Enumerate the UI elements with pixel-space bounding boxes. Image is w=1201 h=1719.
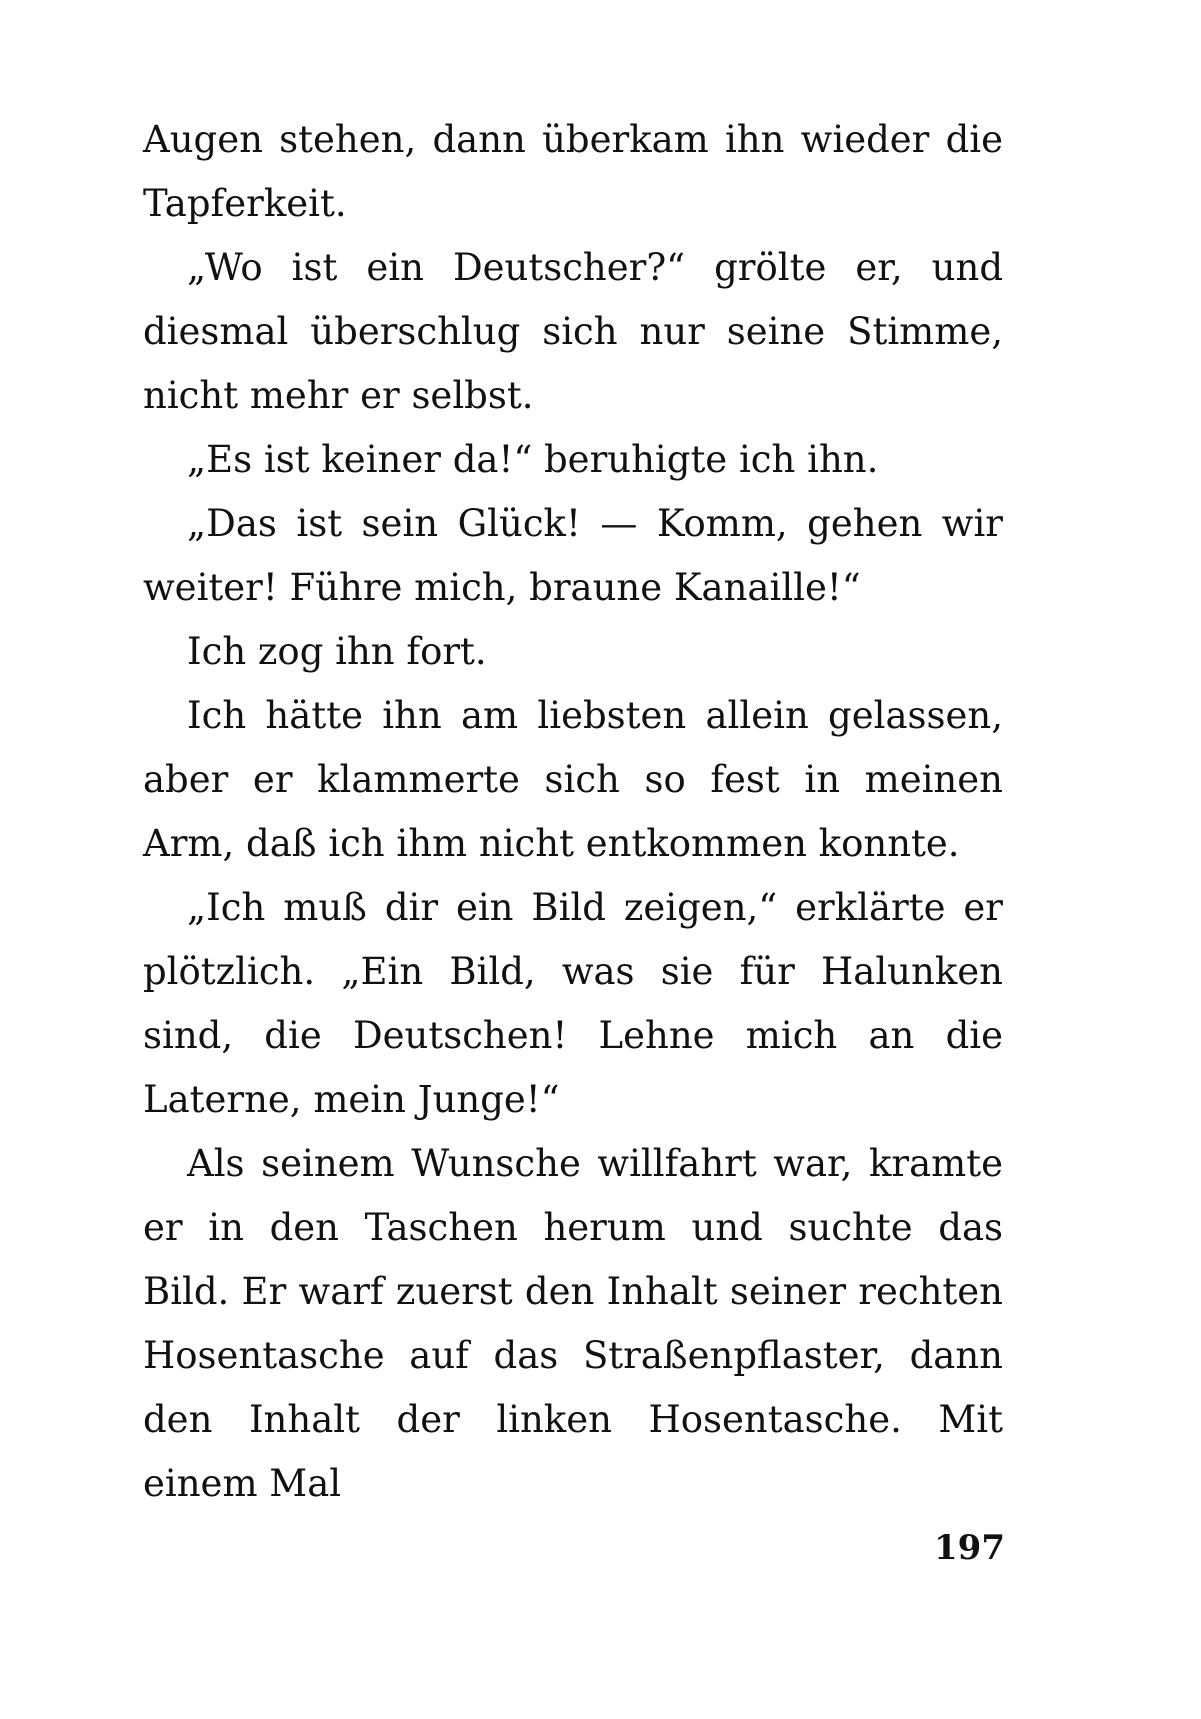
paragraph: „Wo ist ein Deutscher?“ grölte er, und diesmal überschlug sich nur seine Stimme, nicht mehr er selbst. xyxy=(143,246,1003,417)
paragraph: Augen stehen, dann überkam ihn wieder die Tapferkeit. xyxy=(143,118,1003,225)
paragraph: „Das ist sein Glück! — Komm, gehen wir weiter! Führe mich, braune Kanaille!“ xyxy=(143,502,1003,609)
page-number: 197 xyxy=(934,1528,1005,1568)
paragraph: Ich zog ihn fort. xyxy=(187,630,487,673)
paragraph: „Ich muß dir ein Bild zeigen,“ erklärte er plötzlich. „Ein Bild, was sie für Halunken sind, die Deutschen! Lehne mich an die Laterne, mein Junge!“ xyxy=(143,886,1003,1121)
paragraph: Ich hätte ihn am liebsten allein gelassen, aber er klammerte sich so fest in meinen Arm, daß ich ihm nicht entkommen konnte. xyxy=(143,694,1003,865)
body-text xyxy=(143,108,1003,1516)
paragraph: „Es ist keiner da!“ beruhigte ich ihn. xyxy=(187,438,879,481)
paragraph: Als seinem Wunsche willfahrt war, kramte er in den Taschen herum und suchte das Bild. Er warf zuerst den Inhalt seiner rechten Hosentasche auf das Straßenpflaster, dann den Inhalt der linken Hosentasche. Mit einem Mal xyxy=(143,1142,1003,1505)
